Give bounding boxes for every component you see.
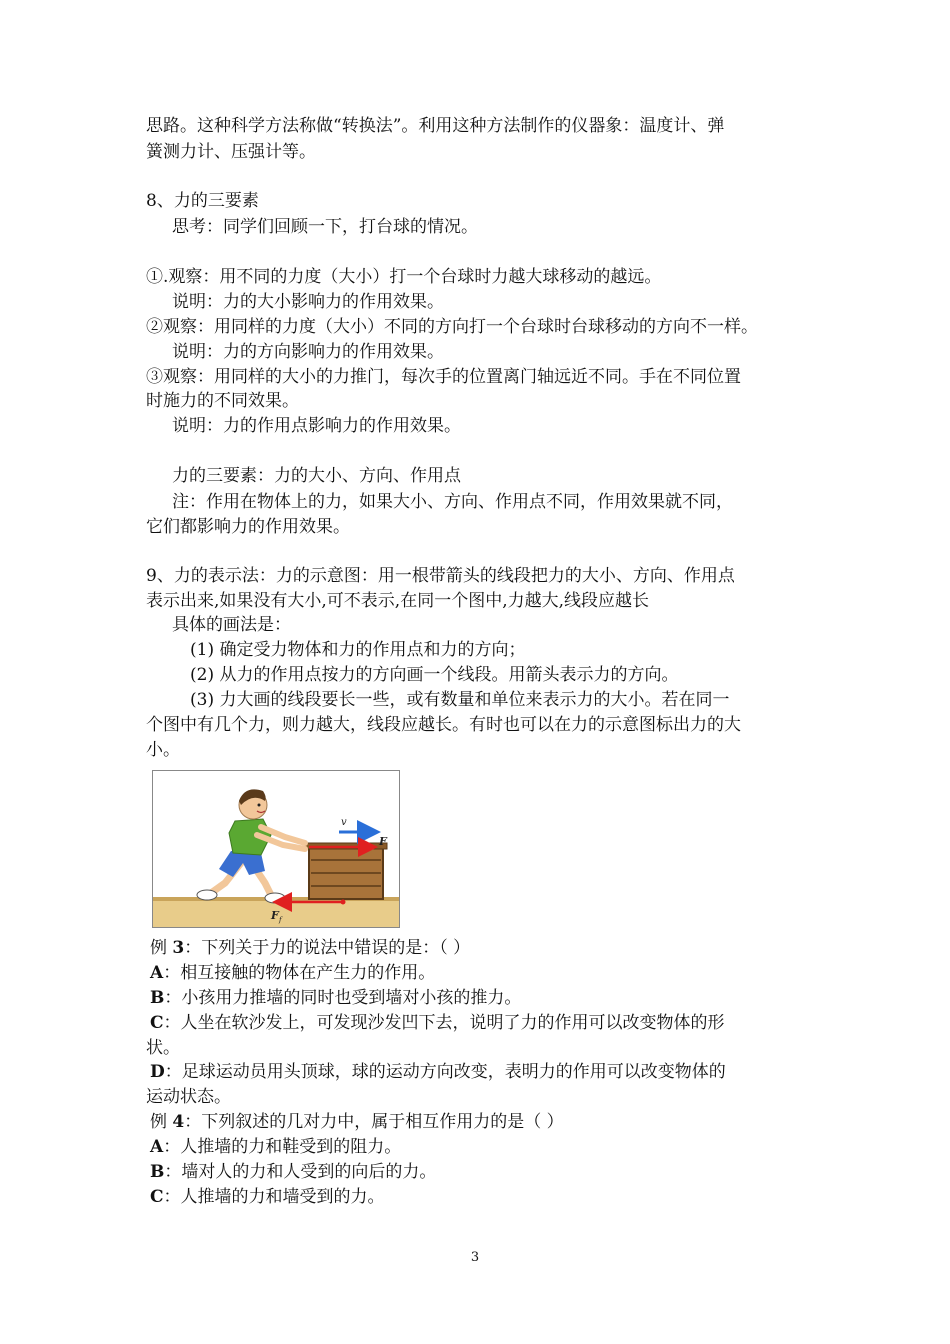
option-label: D — [150, 1062, 165, 1082]
section-heading-9-cont: 表示出来,如果没有大小,可不表示,在同一个图中,力越大,线段应越长 — [146, 591, 650, 611]
example-4-question — [150, 1109, 564, 1135]
step-2: (2) 从力的作用点按力的方向画一个线段。用箭头表示力的方向。 — [190, 665, 679, 685]
question-text: ：下列关于力的说法中错误的是：（ ） — [184, 938, 471, 958]
velocity-label: v — [341, 817, 347, 828]
force-label: F — [379, 835, 387, 848]
step-1: (1) 确定受力物体和力的作用点和力的方向； — [190, 640, 526, 660]
note-line: 注：作用在物体上的力，如果大小、方向、作用点不同，作用效果就不同， — [172, 492, 733, 512]
example-3-option-c-cont: 状。 — [146, 1038, 180, 1058]
section-heading-8: 8、力的三要素 — [146, 191, 259, 211]
option-text: ：小孩用力推墙的同时也受到墙对小孩的推力。 — [164, 988, 522, 1008]
option-text: ：人坐在软沙发上，可发现沙发凹下去，说明了力的作用可以改变物体的形 — [163, 1013, 725, 1033]
example-3-option-a — [150, 960, 435, 986]
observation-1: ①.观察：用不同的力度（大小）打一个台球时力越大球移动的越远。 — [146, 267, 662, 287]
option-text: ：人推墙的力和墙受到的力。 — [163, 1187, 385, 1207]
example-4-option-c — [150, 1184, 385, 1210]
observation-3: ③观察：用同样的大小的力推门，每次手的位置离门轴远近不同。手在不同位置 — [146, 367, 741, 387]
option-label: C — [150, 1187, 164, 1207]
step-3-cont: 小。 — [146, 740, 180, 760]
option-text: ：相互接触的物体在产生力的作用。 — [163, 963, 436, 983]
section-heading-9: 9、力的表示法：力的示意图：用一根带箭头的线段把力的大小、方向、作用点 — [146, 566, 735, 586]
example-3-option-d — [150, 1059, 726, 1085]
option-label: A — [150, 963, 164, 983]
question-text: ：下列叙述的几对力中，属于相互作用力的是（ ） — [184, 1112, 564, 1132]
example-number: 4 — [172, 1112, 185, 1132]
example-number: 3 — [172, 938, 185, 958]
explanation-2: 说明：力的方向影响力的作用效果。 — [172, 342, 444, 362]
boy — [197, 789, 305, 903]
option-label: B — [150, 988, 165, 1008]
method-intro: 具体的画法是： — [172, 615, 291, 635]
option-label: A — [150, 1137, 164, 1157]
note-line-cont: 它们都影响力的作用效果。 — [146, 517, 350, 537]
explanation-3: 说明：力的作用点影响力的作用效果。 — [172, 416, 461, 436]
option-label: B — [150, 1162, 165, 1182]
step-3: (3) 力大画的线段要长一些，或有数量和单位来表示力的大小。若在同一 — [190, 690, 730, 710]
example-3-option-b — [150, 985, 521, 1011]
three-elements: 力的三要素：力的大小、方向、作用点 — [172, 466, 461, 486]
example-prefix: 例 — [150, 938, 173, 958]
paragraph-line: 思路。这种科学方法称做“转换法”。利用这种方法制作的仪器象：温度计、弹 — [146, 116, 725, 136]
example-3-option-c — [150, 1010, 725, 1036]
example-prefix: 例 — [150, 1112, 173, 1132]
example-4-option-b — [150, 1159, 436, 1185]
friction-label-subscript: f — [279, 916, 282, 924]
option-label: C — [150, 1013, 164, 1033]
figure-illustration — [153, 771, 399, 927]
friction-origin-point — [341, 900, 346, 905]
option-text: ：墙对人的力和人受到的向后的力。 — [164, 1162, 437, 1182]
example-3-option-d-cont: 运动状态。 — [146, 1087, 231, 1107]
example-4-option-a — [150, 1134, 401, 1160]
observation-2: ②观察：用同样的力度（大小）不同的方向打一个台球时台球移动的方向不一样。 — [146, 317, 758, 337]
explanation-1: 说明：力的大小影响力的作用效果。 — [172, 292, 444, 312]
observation-3-cont: 时施力的不同效果。 — [146, 391, 299, 411]
paragraph-line: 簧测力计、压强计等。 — [146, 142, 316, 162]
option-text: ：足球运动员用头顶球，球的运动方向改变，表明力的作用可以改变物体的 — [164, 1062, 726, 1082]
friction-label: F — [271, 909, 279, 922]
crate — [305, 843, 387, 899]
example-3-question — [150, 935, 470, 961]
boy-pushing-crate-figure — [152, 770, 400, 928]
page-number: 3 — [470, 1250, 480, 1265]
option-text: ：人推墙的力和鞋受到的阻力。 — [163, 1137, 402, 1157]
think-prompt: 思考：同学们回顾一下，打台球的情况。 — [172, 217, 478, 237]
step-3-cont: 个图中有几个力，则力越大，线段应越长。有时也可以在力的示意图标出力的大 — [146, 715, 741, 735]
